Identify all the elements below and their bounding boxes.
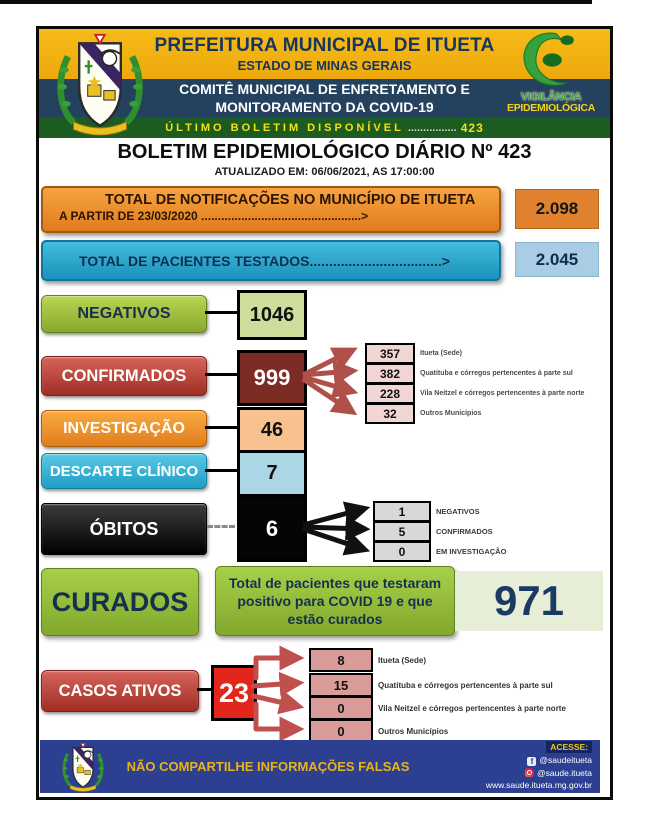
stat-pill-casos-ativos: CASOS ATIVOS <box>41 670 199 712</box>
connector-line <box>205 469 237 472</box>
breakdown-value: 382 <box>365 363 415 384</box>
website-url: www.saude.itueta.mg.gov.br <box>485 780 592 791</box>
notifications-bar <box>41 186 501 233</box>
vigilancia-logo <box>496 30 606 116</box>
curados-value: 971 <box>455 571 603 631</box>
obitos-breakdown-row <box>373 521 493 542</box>
tested-bar <box>41 240 501 281</box>
breakdown-label: Vila Neitzel e córregos pertencentes à parte norte <box>420 390 585 397</box>
vigilancia-label-1: VIGILÂNCIA <box>520 91 582 103</box>
facebook-handle: @saudeitueta <box>539 754 592 765</box>
value-box-negativos: 1046 <box>237 290 307 340</box>
obitos-breakdown-row <box>373 501 480 522</box>
breakdown-label: CONFIRMADOS <box>436 527 493 536</box>
footer-message: NÃO COMPARTILHE INFORMAÇÕES FALSAS <box>126 759 410 774</box>
connector-line <box>205 426 237 429</box>
curados-description-box: Total de pacientes que testaram positivo para COVID 19 e que estão curados <box>215 566 455 636</box>
value-box-descarte-clinico: 7 <box>237 450 307 497</box>
bulletin-title: BOLETIM EPIDEMIOLÓGICO DIÁRIO Nº 423 <box>117 141 532 163</box>
last-bulletin-label: ÚLTIMO BOLETIM DISPONÍVEL <box>165 121 404 134</box>
breakdown-value: 1 <box>373 501 431 522</box>
top-border-line <box>0 0 592 4</box>
city-title: PREFEITURA MUNICIPAL DE ITUETA <box>154 35 495 56</box>
notifications-label-line1: TOTAL DE NOTIFICAÇÕES NO MUNICÍPIO DE ITUETA <box>105 192 476 208</box>
value-box-confirmados: 999 <box>237 350 307 406</box>
ativos-breakdown-row <box>309 696 566 720</box>
breakdown-label: Quatituba e córregos pertencentes à parte sul <box>378 680 553 690</box>
committee-line1: COMITÊ MUNICIPAL DE ENFRETAMENTO E <box>179 80 470 97</box>
confirmados-arrows-icon <box>301 337 363 425</box>
notifications-label-line2: A PARTIR DE 23/03/2020 ................................................> <box>59 209 369 223</box>
footer-contact-block <box>430 741 600 792</box>
breakdown-label: Quatituba e córregos pertencentes à parte sul <box>420 370 573 377</box>
footer-coat-of-arms-logo <box>60 742 106 792</box>
vigilancia-label-2: EPIDEMIOLÓGICA <box>507 102 595 114</box>
state-subtitle: ESTADO DE MINAS GERAIS <box>237 58 412 73</box>
breakdown-row <box>365 343 462 364</box>
stat-pill-descarte-clinico: DESCARTE CLÍNICO <box>41 453 207 489</box>
instagram-icon <box>525 768 534 777</box>
breakdown-value: 0 <box>309 719 373 743</box>
ativos-breakdown-row <box>309 673 553 697</box>
breakdown-row <box>365 363 573 384</box>
casos-ativos-connectors-icon <box>251 642 307 746</box>
vigilancia-swirl-icon <box>519 30 583 90</box>
obitos-breakdown-row <box>373 541 506 562</box>
breakdown-row <box>365 403 481 424</box>
stat-pill-obitos: ÓBITOS <box>41 503 207 555</box>
stat-pill-curados: CURADOS <box>41 568 199 636</box>
breakdown-value: 15 <box>309 673 373 697</box>
breakdown-value: 32 <box>365 403 415 424</box>
breakdown-label: Vila Neitzel e córregos pertencentes à parte norte <box>378 703 566 713</box>
connector-line <box>205 311 237 314</box>
facebook-icon: f <box>527 757 536 766</box>
stat-pill-investigacao: INVESTIGAÇÃO <box>41 410 207 447</box>
breakdown-value: 228 <box>365 383 415 404</box>
instagram-handle: @saude.itueta <box>537 767 592 778</box>
committee-line2: MONITORAMENTO DA COVID-19 <box>215 99 434 115</box>
stat-pill-confirmados: CONFIRMADOS <box>41 356 207 396</box>
value-box-casos-ativos: 23 <box>211 665 257 721</box>
breakdown-value: 5 <box>373 521 431 542</box>
breakdown-label: Itueta (Sede) <box>420 350 463 357</box>
last-bulletin-number: 423 <box>460 120 484 135</box>
dashed-connector-line <box>207 525 235 528</box>
tested-value-box: 2.045 <box>515 242 599 277</box>
breakdown-value: 357 <box>365 343 415 364</box>
stat-pill-negativos: NEGATIVOS <box>41 295 207 333</box>
value-box-obitos: 6 <box>237 496 307 562</box>
breakdown-value: 0 <box>373 541 431 562</box>
breakdown-value: 0 <box>309 696 373 720</box>
breakdown-value: 8 <box>309 648 373 672</box>
breakdown-label: NEGATIVOS <box>436 507 480 516</box>
breakdown-row <box>365 383 584 404</box>
access-label: ACESSE: <box>546 741 592 753</box>
coat-of-arms-logo <box>51 32 149 136</box>
breakdown-label: Outros Municípios <box>420 410 482 417</box>
connector-line <box>197 688 211 691</box>
bulletin-document <box>36 26 613 800</box>
notifications-value-box: 2.098 <box>515 189 599 229</box>
footer-bar <box>40 740 600 793</box>
breakdown-label: Itueta (Sede) <box>378 655 427 665</box>
last-bulletin-dots: ................ <box>407 121 457 134</box>
obitos-arrows-icon <box>301 497 373 559</box>
tested-label: TOTAL DE PACIENTES TESTADOS..................................> <box>79 252 450 269</box>
breakdown-label: EM INVESTIGAÇÃO <box>436 547 507 556</box>
connector-line <box>205 373 237 376</box>
ativos-breakdown-row <box>309 648 426 672</box>
value-box-investigacao: 46 <box>237 407 307 454</box>
breakdown-label: Outros Municípios <box>378 726 449 736</box>
bulletin-updated: ATUALIZADO EM: 06/06/2021, AS 17:00:00 <box>214 166 435 178</box>
